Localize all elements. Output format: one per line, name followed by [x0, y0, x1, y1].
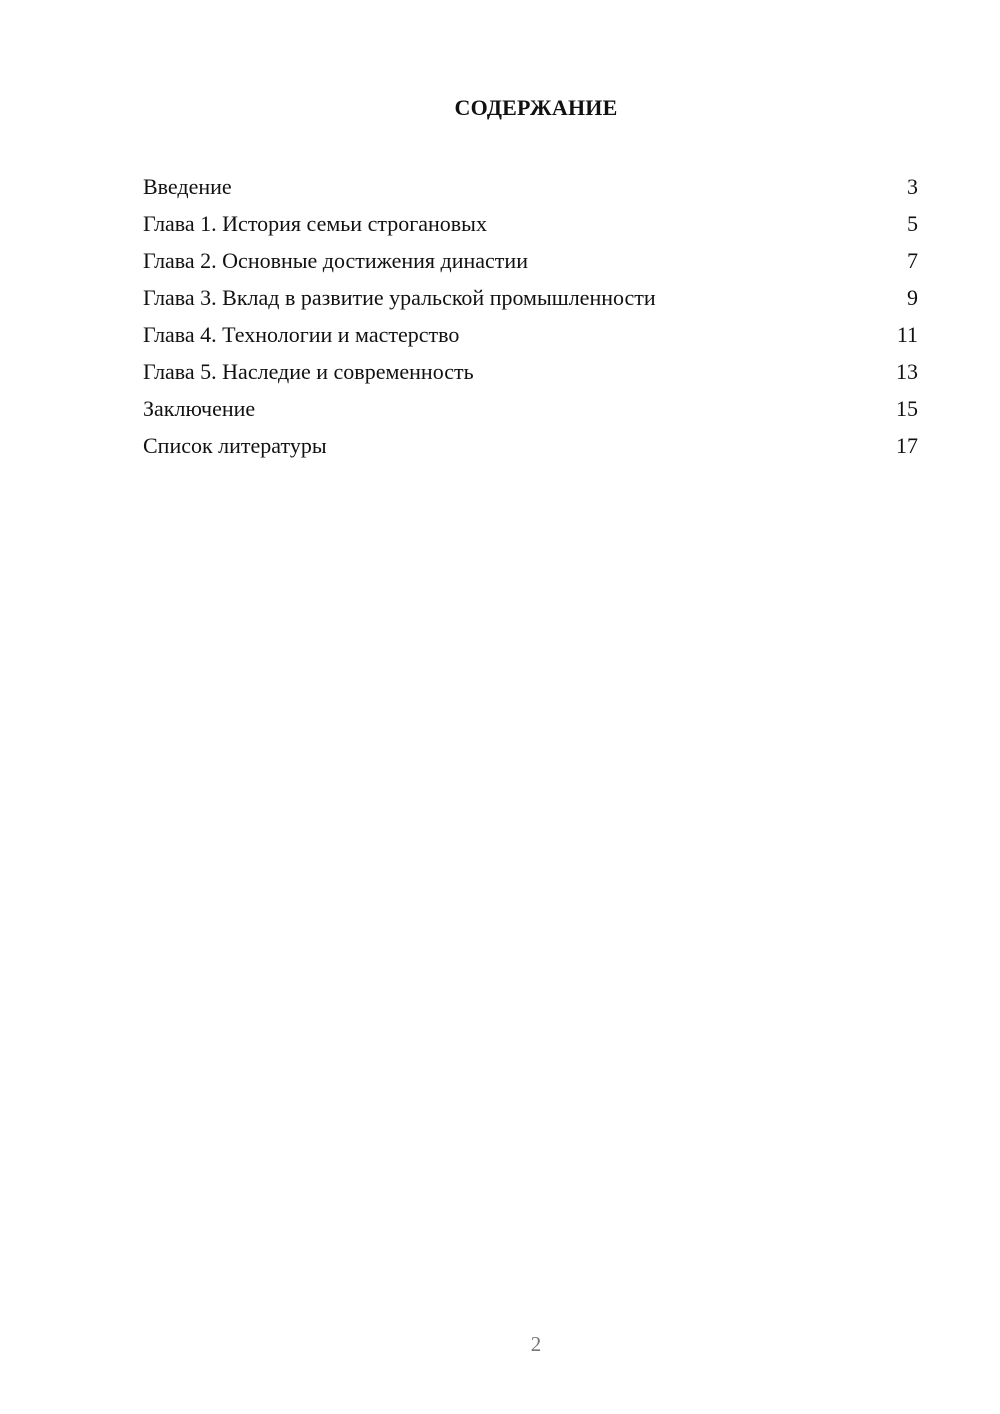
toc-item-label: Глава 5. Наследие и современность [143, 359, 474, 384]
toc-item-label: Введение [143, 174, 232, 199]
toc-item-page: 17 [896, 433, 918, 458]
toc-item-chapter-2 [143, 242, 918, 279]
page-title: СОДЕРЖАНИЕ [454, 95, 618, 120]
toc-item-label: Глава 4. Технологии и мастерство [143, 322, 460, 347]
toc-item-bibliography [143, 427, 918, 464]
page-number: 2 [530, 1332, 542, 1356]
toc-item-page: 3 [907, 174, 918, 199]
toc-item-page: 9 [907, 285, 918, 310]
toc-item-introduction [143, 168, 918, 205]
toc-item-conclusion [143, 390, 918, 427]
toc-item-chapter-3 [143, 279, 918, 316]
toc-item-page: 11 [896, 322, 918, 347]
table-of-contents [143, 168, 918, 464]
toc-item-chapter-4 [143, 316, 918, 353]
toc-item-label: Список литературы [143, 433, 327, 458]
toc-item-chapter-5 [143, 353, 918, 390]
toc-item-chapter-1 [143, 205, 918, 242]
toc-item-page: 15 [896, 396, 918, 421]
toc-item-label: Глава 3. Вклад в развитие уральской промышленности [143, 285, 656, 310]
toc-item-page: 7 [907, 248, 918, 273]
toc-item-label: Глава 2. Основные достижения династии [143, 248, 528, 273]
toc-item-page: 5 [907, 211, 918, 236]
toc-item-page: 13 [896, 359, 918, 384]
toc-item-label: Глава 1. История семьи строгановых [143, 211, 487, 236]
toc-item-label: Заключение [143, 396, 256, 421]
